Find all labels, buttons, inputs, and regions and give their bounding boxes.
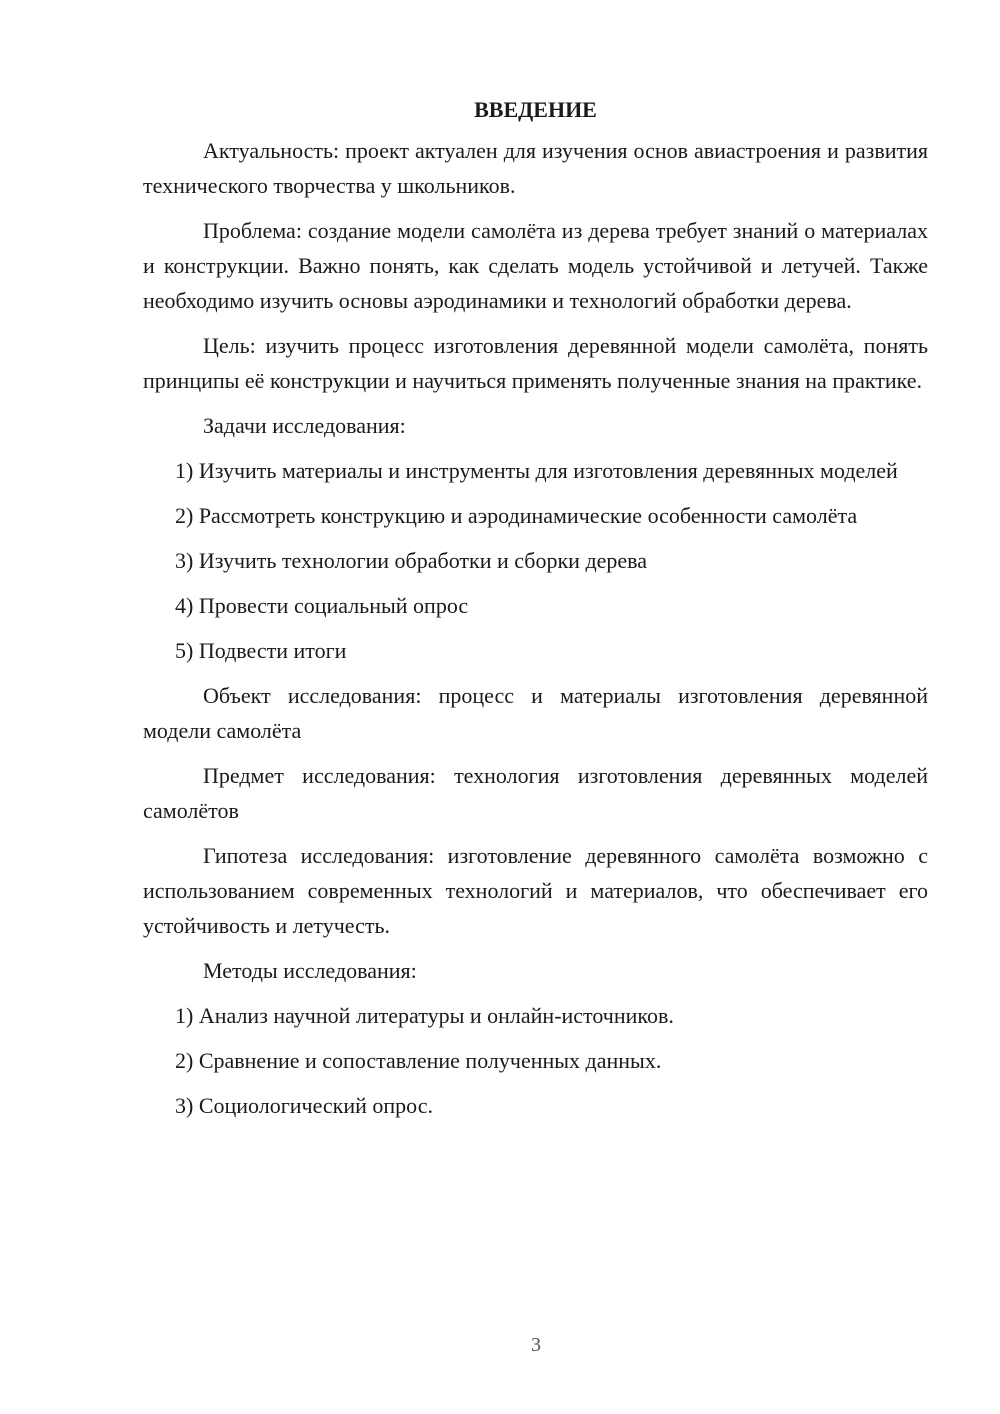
task-item-2: 2) Рассмотреть конструкцию и аэродинамические особенности самолёта [175, 503, 858, 528]
page-content [143, 92, 928, 1133]
method-item-3: 3) Социологический опрос. [175, 1093, 433, 1118]
method-item-1: 1) Анализ научной литературы и онлайн-источников. [175, 1003, 674, 1028]
task-item-3: 3) Изучить технологии обработки и сборки дерева [175, 548, 648, 573]
page-title: ВВЕДЕНИЕ [474, 97, 597, 122]
task-item-4: 4) Провести социальный опрос [175, 593, 469, 618]
subject-paragraph: Предмет исследования: технология изготовления деревянных моделей самолётов [143, 763, 928, 823]
task-item-5: 5) Подвести итоги [175, 638, 347, 663]
page-number: 3 [531, 1334, 541, 1356]
hypothesis-paragraph: Гипотеза исследования: изготовление деревянного самолёта возможно с использованием современных технологий и материалов, что обеспечивает его устойчивость и летучесть. [143, 843, 928, 938]
goal-paragraph: Цель: изучить процесс изготовления деревянной модели самолёта, понять принципы её конструкции и научиться применять полученные знания на практике. [143, 333, 928, 393]
tasks-heading: Задачи исследования: [203, 413, 406, 438]
relevance-paragraph: Актуальность: проект актуален для изучения основ авиастроения и развития технического творчества у школьников. [143, 138, 928, 198]
methods-heading: Методы исследования: [203, 958, 417, 983]
task-item-1: 1) Изучить материалы и инструменты для изготовления деревянных моделей [175, 458, 898, 483]
problem-paragraph: Проблема: создание модели самолёта из дерева требует знаний о материалах и конструкции. Важно понять, как сделать модель устойчивой и летучей. Также необходимо изучить основы аэродинамики и технологий обработки дерева. [143, 218, 928, 313]
object-paragraph: Объект исследования: процесс и материалы изготовления деревянной модели самолёта [143, 683, 928, 743]
method-item-2: 2) Сравнение и сопоставление полученных данных. [175, 1048, 662, 1073]
